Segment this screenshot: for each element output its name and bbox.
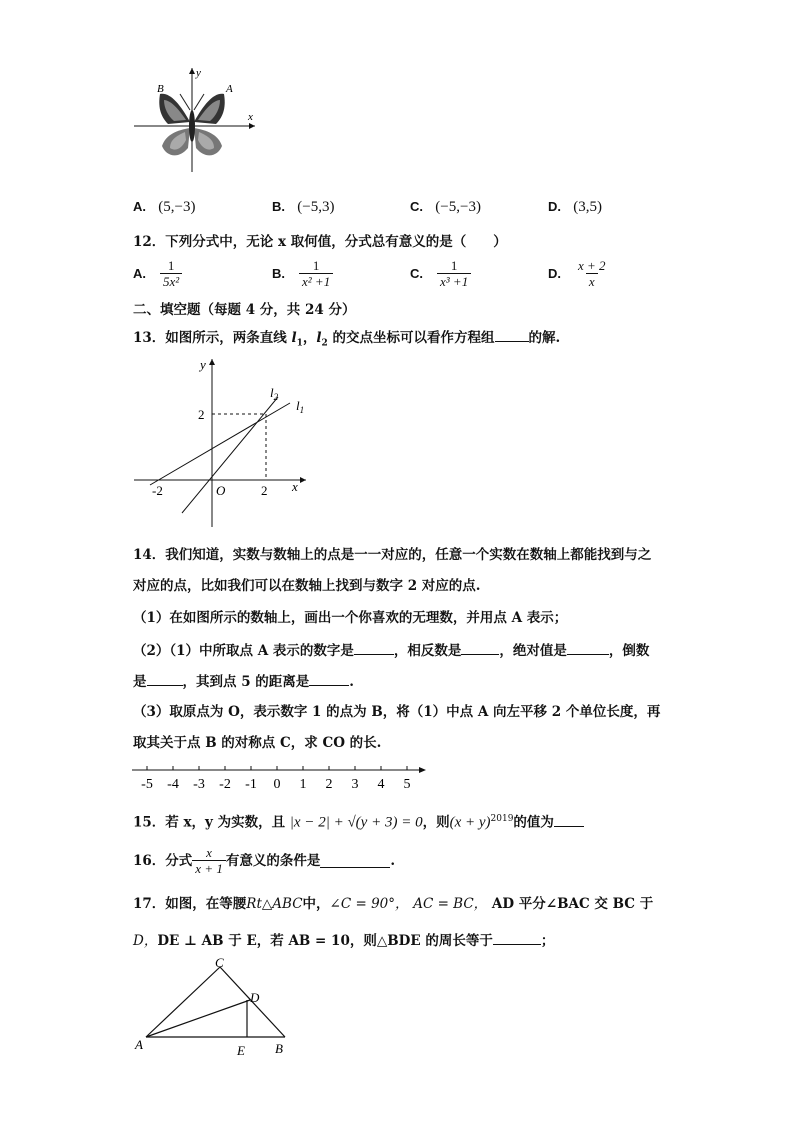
q13-sep: ， (302, 330, 317, 346)
option-value: (5,−3) (158, 199, 196, 215)
denominator: x³ +1 (437, 273, 471, 289)
option-letter: B. (272, 265, 285, 281)
numerator: 1 (167, 258, 175, 273)
q14-part1: （1）在如图所示的数轴上，画出一个你喜欢的无理数，并用点 A 表示； (133, 610, 568, 626)
vertex-e: E (237, 1043, 245, 1058)
option-letter: C. (410, 199, 423, 214)
numerator: 1 (450, 258, 458, 273)
q14-p2a: （2）（1）中所取点 A 表示的数字是 (133, 643, 354, 659)
answer-blank[interactable] (554, 812, 584, 827)
fraction (192, 845, 226, 876)
q17-de: DE ⊥ AB 于 E，若 AB = 10，则△BDE 的周长等于 (157, 933, 493, 949)
answer-blank[interactable] (320, 853, 390, 868)
option-letter: A. (133, 199, 146, 214)
q14-line2: 对应的点，比如我们可以在数轴上找到与数字 2 对应的点. (133, 578, 481, 594)
option-letter: B. (272, 199, 285, 214)
q17-ad: AD 平分∠BAC 交 BC 于 (491, 896, 654, 912)
number-line-label: 2 (325, 777, 333, 792)
q17-ac: AC = BC， (413, 896, 488, 912)
q11-option-a (133, 198, 196, 216)
q12-option-b (272, 258, 333, 289)
number-line-label: 3 (351, 777, 359, 792)
l1-symbol: l (291, 330, 297, 346)
butterfly-wing-left-lower (162, 128, 190, 155)
q15-mid: ，则 (422, 814, 450, 831)
option-letter: D. (548, 265, 561, 281)
q14-part3-line2: 取其关于点 B 的对称点 C，求 CO 的长. (133, 735, 382, 751)
q15-expression-2: (x + y) (449, 814, 491, 831)
number-line-label: -3 (193, 777, 205, 792)
q14-p2d: ，倒数 (608, 643, 650, 659)
l1-subscript: 1 (296, 338, 303, 349)
q12-stem: 12．下列分式中，无论 x 取何值，分式总有意义的是（ ） (133, 234, 507, 250)
number-line-label: -2 (219, 777, 231, 792)
label-x: x (292, 479, 298, 494)
q13-stem-pre: 13．如图所示，两条直线 (133, 330, 292, 346)
line-label-l1: $l_1$ (296, 398, 305, 415)
q17-triangle-figure (130, 955, 300, 1060)
label-y: y (196, 67, 201, 79)
q17-angle: ∠C = 90°， (329, 896, 409, 912)
number-line-label: 4 (377, 777, 385, 792)
denominator: 5x² (160, 273, 182, 289)
denominator: x + 1 (192, 860, 226, 876)
number-line-label: 1 (299, 777, 307, 792)
q13-stem (133, 327, 560, 353)
q14-p2e: 是 (133, 674, 147, 690)
vertex-b: B (275, 1041, 283, 1056)
q14-p2f: ，其到点 5 的距离是 (182, 674, 310, 690)
q17-rt-triangle: Rt△ABC (246, 896, 303, 912)
vertex-c: C (215, 955, 224, 970)
answer-blank[interactable] (461, 640, 499, 655)
line-label-l2: $l_2$ (270, 385, 279, 402)
number-line-label: -1 (245, 777, 257, 792)
numerator: x (206, 845, 212, 860)
vertex-d: D (250, 990, 260, 1005)
q14-p2c: ，绝对值是 (499, 643, 567, 659)
option-value: (−5,3) (297, 199, 335, 215)
butterfly-wing-right-upper (194, 94, 225, 124)
q14-p2g: . (349, 674, 354, 690)
q17-mid: 中， (302, 896, 330, 912)
denominator: x² +1 (299, 273, 333, 289)
number-line-label: 0 (273, 777, 281, 792)
q12-option-c (410, 258, 471, 289)
q15-pre: 15．若 x，y 为实数，且 (133, 814, 286, 831)
q15-expression: |x − 2| + √(y + 3) = 0 (289, 814, 423, 831)
q13-stem-post: 的交点坐标可以看作方程组 (327, 330, 495, 346)
answer-blank[interactable] (147, 671, 183, 686)
label-origin: O (216, 483, 226, 498)
q15-post: 的值为 (513, 814, 554, 831)
answer-blank[interactable] (493, 930, 541, 945)
q16-pre: 16．分式 (133, 852, 193, 869)
q17-line1 (133, 895, 653, 913)
label-a: A (226, 83, 233, 95)
butterfly-wing-right-lower (194, 128, 222, 155)
q15-line (133, 810, 584, 832)
option-letter: D. (548, 199, 561, 214)
q12-option-d (548, 258, 609, 289)
vertex-a: A (135, 1037, 143, 1052)
number-line-label: -4 (167, 777, 179, 792)
fraction (575, 258, 609, 289)
q16-post: 有意义的条件是 (225, 852, 321, 869)
tick-x-neg2: -2 (152, 483, 163, 498)
q14-part3-line1: （3）取原点为 O，表示数字 1 的点为 B，将（1）中点 A 向左平移 2 个单位长度，再 (133, 704, 661, 720)
answer-blank[interactable] (495, 327, 529, 342)
tick-y-2: 2 (198, 407, 205, 422)
fraction (437, 258, 471, 289)
label-b: B (157, 83, 164, 95)
answer-blank[interactable] (309, 671, 349, 686)
l2-symbol: l (316, 330, 322, 346)
q17-end: ； (540, 933, 555, 949)
number-line (130, 760, 430, 796)
number-line-label: -5 (141, 777, 153, 792)
q14-p2b: ，相反数是 (393, 643, 462, 659)
q14-part2-line2 (133, 671, 354, 691)
answer-blank[interactable] (567, 640, 609, 655)
q13-graph (130, 355, 310, 530)
option-value: (−5,−3) (435, 199, 481, 215)
label-x: x (248, 111, 253, 123)
l2-subscript: 2 (321, 338, 328, 349)
q17-line2 (133, 930, 554, 950)
fraction (160, 258, 182, 289)
option-letter: A. (133, 265, 146, 281)
label-y: y (200, 357, 206, 372)
q14-line1: 14．我们知道，实数与数轴上的点是一一对应的，任意一个实数在数轴上都能找到与之 (133, 547, 652, 563)
q16-end: . (390, 852, 396, 869)
denominator: x (586, 273, 598, 289)
tick-x-2: 2 (261, 483, 268, 498)
q17-d: D， (133, 933, 158, 949)
numerator: 1 (312, 258, 320, 273)
q11-option-c (410, 198, 481, 216)
butterfly-figure (130, 64, 260, 174)
q15-exponent: 2019 (490, 814, 514, 824)
q13-stem-end: 的解. (528, 330, 561, 346)
q14-part2-line1 (133, 640, 649, 660)
q12-option-a (133, 258, 182, 289)
fraction (299, 258, 333, 289)
q16-line (133, 845, 395, 876)
section-title: 二、填空题（每题 4 分，共 24 分） (133, 302, 356, 318)
number-line-label: 5 (403, 777, 411, 792)
numerator: x + 2 (578, 258, 606, 273)
q17-pre: 17．如图，在等腰 (133, 896, 247, 912)
option-letter: C. (410, 265, 423, 281)
q11-option-d (548, 198, 602, 216)
q11-option-b (272, 198, 335, 216)
answer-blank[interactable] (354, 640, 394, 655)
butterfly-wing-left-upper (159, 94, 190, 124)
option-value: (3,5) (573, 199, 603, 215)
